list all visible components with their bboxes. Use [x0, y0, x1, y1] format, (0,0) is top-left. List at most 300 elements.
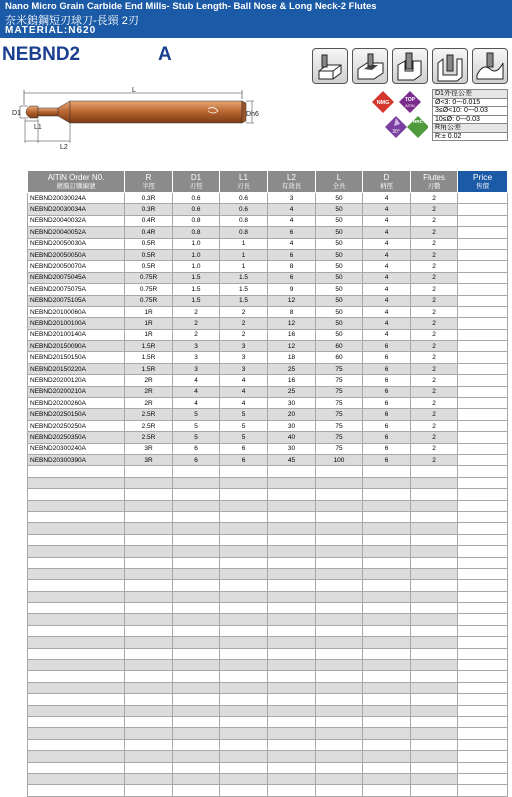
table-cell — [316, 637, 363, 648]
table-cell: 1.0 — [173, 238, 220, 249]
price-cell — [458, 739, 508, 750]
badge-top: TOP — [404, 97, 416, 103]
table-cell: 1.5 — [220, 295, 268, 306]
table-cell: 0.75R — [125, 295, 173, 306]
table-cell: 5 — [173, 420, 220, 431]
table-cell — [316, 557, 363, 568]
table-cell: 50 — [316, 329, 363, 340]
table-cell: 6 — [363, 352, 411, 363]
empty-table-row — [28, 762, 508, 773]
table-cell — [268, 671, 316, 682]
table-cell — [268, 489, 316, 500]
table-cell — [173, 694, 220, 705]
table-cell — [363, 648, 411, 659]
table-row — [28, 318, 508, 329]
table-cell — [268, 500, 316, 511]
table-cell — [268, 511, 316, 522]
table-row — [28, 284, 508, 295]
table-cell: 3 — [220, 363, 268, 374]
badge-angle: 30° — [392, 129, 400, 135]
empty-table-row — [28, 660, 508, 671]
tolerance-row: 3≤Ø<10: 0~-0.03 — [432, 107, 508, 116]
table-cell — [28, 728, 125, 739]
table-cell — [125, 625, 173, 636]
table-cell: 75 — [316, 420, 363, 431]
table-cell — [28, 705, 125, 716]
table-cell — [28, 637, 125, 648]
empty-table-row — [28, 546, 508, 557]
empty-table-row — [28, 591, 508, 602]
table-row — [28, 341, 508, 352]
table-cell — [411, 568, 458, 579]
table-cell — [316, 785, 363, 796]
empty-table-row — [28, 614, 508, 625]
tolerance-row: Ø<3: 0~-0.015 — [432, 99, 508, 108]
table-cell — [316, 614, 363, 625]
table-cell: 2 — [411, 318, 458, 329]
table-row — [28, 409, 508, 420]
table-cell — [268, 523, 316, 534]
table-cell: 30 — [268, 398, 316, 409]
table-cell — [173, 625, 220, 636]
table-row — [28, 227, 508, 238]
table-row — [28, 398, 508, 409]
table-cell: 2 — [411, 306, 458, 317]
table-cell — [125, 682, 173, 693]
price-cell — [458, 420, 508, 431]
table-cell — [28, 694, 125, 705]
price-cell — [458, 705, 508, 716]
table-cell — [173, 751, 220, 762]
table-cell — [411, 477, 458, 488]
price-cell — [458, 751, 508, 762]
table-cell — [28, 671, 125, 682]
table-cell — [363, 557, 411, 568]
table-cell: 1.0 — [173, 261, 220, 272]
label-l1: L1 — [34, 124, 42, 131]
table-cell — [173, 773, 220, 784]
table-cell: 6 — [268, 249, 316, 260]
table-cell: 1.5R — [125, 363, 173, 374]
table-cell — [220, 648, 268, 659]
table-cell: 1.0 — [173, 249, 220, 260]
price-cell — [458, 341, 508, 352]
table-cell — [268, 557, 316, 568]
table-cell: 2 — [411, 215, 458, 226]
price-cell — [458, 489, 508, 500]
table-cell — [363, 694, 411, 705]
empty-table-row — [28, 739, 508, 750]
empty-table-row — [28, 728, 508, 739]
feature-badges — [372, 90, 428, 142]
table-cell: 50 — [316, 284, 363, 295]
table-cell — [268, 705, 316, 716]
column-header-zh: 刃徑 — [189, 182, 203, 190]
table-cell — [268, 477, 316, 488]
table-cell — [220, 694, 268, 705]
price-cell — [458, 272, 508, 283]
price-cell — [458, 363, 508, 374]
table-cell: 2 — [411, 341, 458, 352]
table-cell: 2 — [411, 249, 458, 260]
table-cell: 1.5R — [125, 352, 173, 363]
table-cell: 1R — [125, 329, 173, 340]
table-cell — [173, 489, 220, 500]
table-cell: 6 — [363, 341, 411, 352]
table-cell — [268, 762, 316, 773]
table-cell — [268, 603, 316, 614]
price-cell — [458, 568, 508, 579]
table-cell — [268, 546, 316, 557]
table-cell: 2 — [220, 306, 268, 317]
table-cell: 6 — [173, 443, 220, 454]
table-cell: 0.5R — [125, 249, 173, 260]
table-cell — [316, 773, 363, 784]
column-header — [173, 171, 220, 193]
table-cell: 3 — [220, 352, 268, 363]
empty-table-row — [28, 694, 508, 705]
table-cell: 16 — [268, 329, 316, 340]
table-cell — [173, 477, 220, 488]
table-row — [28, 193, 508, 204]
table-cell: 2 — [411, 386, 458, 397]
table-cell — [363, 523, 411, 534]
tolerance-row: 10≤Ø: 0~-0.03 — [432, 116, 508, 125]
column-header — [220, 171, 268, 193]
table-cell — [173, 568, 220, 579]
table-cell: 2 — [411, 420, 458, 431]
empty-table-row — [28, 534, 508, 545]
table-cell: 4 — [363, 204, 411, 215]
table-cell: 50 — [316, 215, 363, 226]
table-cell — [220, 500, 268, 511]
table-cell — [220, 557, 268, 568]
table-cell: 0.8 — [220, 215, 268, 226]
table-cell — [125, 500, 173, 511]
table-row — [28, 386, 508, 397]
table-cell — [316, 694, 363, 705]
table-cell: 25 — [268, 363, 316, 374]
table-cell: 2 — [220, 318, 268, 329]
table-cell — [173, 523, 220, 534]
table-row — [28, 272, 508, 283]
column-header-zh: 刃數 — [427, 182, 441, 190]
table-cell — [173, 466, 220, 477]
column-header-zh: 有效長 — [281, 182, 302, 190]
table-row — [28, 204, 508, 215]
table-cell — [173, 511, 220, 522]
table-cell — [363, 762, 411, 773]
table-cell — [173, 637, 220, 648]
table-cell — [268, 568, 316, 579]
empty-table-row — [28, 568, 508, 579]
long-neck — [38, 108, 58, 116]
table-cell — [220, 773, 268, 784]
table-cell: 100 — [316, 454, 363, 465]
model-code: NEBND2 — [2, 44, 81, 65]
table-cell — [316, 625, 363, 636]
table-cell: NEBND20075045A — [28, 272, 125, 283]
table-cell: 75 — [316, 432, 363, 443]
table-cell — [363, 568, 411, 579]
table-cell — [28, 614, 125, 625]
price-cell — [458, 500, 508, 511]
table-cell — [28, 648, 125, 659]
table-cell: 2 — [411, 204, 458, 215]
table-cell: 2R — [125, 386, 173, 397]
empty-table-row — [28, 785, 508, 796]
table-cell: NEBND20075075A — [28, 284, 125, 295]
table-cell — [316, 489, 363, 500]
table-cell: 60 — [316, 341, 363, 352]
price-cell — [458, 716, 508, 727]
table-cell — [363, 614, 411, 625]
table-cell — [268, 739, 316, 750]
table-cell — [220, 739, 268, 750]
table-cell — [316, 705, 363, 716]
table-cell: 20 — [268, 409, 316, 420]
table-cell — [28, 534, 125, 545]
price-cell — [458, 603, 508, 614]
table-cell — [363, 773, 411, 784]
price-cell — [458, 375, 508, 386]
table-cell: 8 — [268, 261, 316, 272]
table-cell: 2 — [173, 318, 220, 329]
column-header-zh: 全長 — [332, 182, 346, 190]
price-cell — [458, 215, 508, 226]
table-cell: 12 — [268, 341, 316, 352]
table-cell — [316, 739, 363, 750]
table-cell — [363, 580, 411, 591]
table-cell — [173, 534, 220, 545]
table-cell: 4 — [220, 398, 268, 409]
table-cell: 6 — [220, 443, 268, 454]
table-cell — [173, 716, 220, 727]
table-cell — [28, 762, 125, 773]
table-cell: 6 — [268, 272, 316, 283]
table-cell — [411, 546, 458, 557]
column-header-zh: 鍍膜訂購編號 — [56, 182, 96, 190]
table-cell: 0.75R — [125, 284, 173, 295]
table-cell: 4 — [363, 284, 411, 295]
table-cell: 50 — [316, 238, 363, 249]
price-cell — [458, 398, 508, 409]
column-header-en: L1 — [239, 172, 248, 182]
table-cell — [28, 751, 125, 762]
table-cell: NEBND20040032A — [28, 215, 125, 226]
label-l: L — [132, 87, 136, 94]
table-cell: NEBND20050070A — [28, 261, 125, 272]
column-header-en: AlTiN Order N0. — [47, 172, 105, 182]
table-cell: 2 — [411, 193, 458, 204]
price-cell — [458, 694, 508, 705]
table-cell: 6 — [363, 375, 411, 386]
price-cell — [458, 625, 508, 636]
table-cell: NEBND20150090A — [28, 341, 125, 352]
table-cell: 6 — [363, 432, 411, 443]
table-cell — [220, 751, 268, 762]
table-cell: 2 — [173, 329, 220, 340]
price-cell — [458, 329, 508, 340]
table-cell: 3 — [173, 352, 220, 363]
column-header — [268, 171, 316, 193]
table-cell: 4 — [173, 375, 220, 386]
table-cell — [28, 477, 125, 488]
empty-table-row — [28, 466, 508, 477]
table-cell: 1.5 — [173, 295, 220, 306]
table-cell — [411, 671, 458, 682]
material-label: MATERIAL:N620 — [5, 25, 97, 36]
table-cell: 3 — [268, 193, 316, 204]
table-cell: 2 — [411, 352, 458, 363]
table-cell — [220, 762, 268, 773]
empty-table-row — [28, 557, 508, 568]
table-cell: NEBND20030024A — [28, 193, 125, 204]
header-banner — [0, 0, 512, 38]
column-header — [125, 171, 173, 193]
table-cell: 0.75R — [125, 272, 173, 283]
table-cell — [220, 637, 268, 648]
table-cell — [411, 739, 458, 750]
empty-table-row — [28, 511, 508, 522]
table-cell — [125, 637, 173, 648]
column-header-zh: 刃長 — [237, 182, 250, 190]
column-header-en: D1 — [190, 172, 202, 182]
table-cell — [28, 466, 125, 477]
table-cell: 2 — [411, 272, 458, 283]
table-row — [28, 295, 508, 306]
table-cell: NEBND20300240A — [28, 443, 125, 454]
table-cell: 4 — [268, 204, 316, 215]
table-cell — [173, 705, 220, 716]
empty-table-row — [28, 580, 508, 591]
table-cell: 0.6 — [220, 204, 268, 215]
price-cell — [458, 534, 508, 545]
table-cell: 6 — [363, 454, 411, 465]
table-cell — [220, 568, 268, 579]
empty-table-row — [28, 603, 508, 614]
table-cell — [125, 773, 173, 784]
table-cell: 6 — [363, 386, 411, 397]
table-cell — [125, 705, 173, 716]
ball-nose-tip — [26, 106, 38, 118]
column-header-en: Price — [472, 171, 493, 182]
table-cell: 1 — [220, 249, 268, 260]
table-cell — [268, 716, 316, 727]
table-cell — [125, 591, 173, 602]
table-cell — [268, 660, 316, 671]
table-cell — [173, 546, 220, 557]
table-cell — [316, 546, 363, 557]
table-cell — [28, 511, 125, 522]
r-tolerance-value: R:± 0.02 — [432, 133, 508, 142]
table-cell: 2 — [411, 454, 458, 465]
table-cell — [411, 603, 458, 614]
table-cell — [173, 671, 220, 682]
table-cell: 1.5 — [220, 284, 268, 295]
table-cell — [411, 466, 458, 477]
price-cell — [458, 443, 508, 454]
empty-table-row — [28, 751, 508, 762]
table-cell: 1R — [125, 318, 173, 329]
table-cell: 2 — [411, 398, 458, 409]
table-cell — [411, 705, 458, 716]
table-cell: 2 — [411, 329, 458, 340]
table-cell — [125, 728, 173, 739]
price-cell — [458, 773, 508, 784]
table-cell — [411, 648, 458, 659]
table-cell — [268, 534, 316, 545]
table-cell — [125, 716, 173, 727]
table-cell — [411, 660, 458, 671]
table-cell: 0.4R — [125, 227, 173, 238]
table-cell: 3 — [173, 341, 220, 352]
column-header — [411, 171, 458, 193]
table-cell — [268, 625, 316, 636]
price-cell — [458, 682, 508, 693]
table-cell: 75 — [316, 386, 363, 397]
price-cell — [458, 249, 508, 260]
table-cell: 4 — [363, 249, 411, 260]
table-cell: 4 — [173, 398, 220, 409]
empty-table-row — [28, 625, 508, 636]
table-cell: 0.6 — [220, 193, 268, 204]
title-chinese: 奈米鎢鋼短刃球刀-長頸 2刃 — [5, 15, 139, 27]
column-header — [363, 171, 411, 193]
table-cell — [411, 614, 458, 625]
table-cell: 4 — [363, 329, 411, 340]
price-cell — [458, 409, 508, 420]
table-cell — [363, 637, 411, 648]
table-cell: 4 — [363, 306, 411, 317]
table-cell: 18 — [268, 352, 316, 363]
table-cell — [173, 682, 220, 693]
table-cell: 4 — [268, 215, 316, 226]
table-cell — [28, 568, 125, 579]
table-cell: 12 — [268, 318, 316, 329]
table-cell: 60 — [316, 352, 363, 363]
table-cell — [268, 785, 316, 796]
table-cell: 6 — [363, 420, 411, 431]
table-cell — [316, 762, 363, 773]
table-cell — [173, 785, 220, 796]
table-cell: 4 — [220, 375, 268, 386]
table-cell — [316, 534, 363, 545]
empty-table-row — [28, 773, 508, 784]
table-cell: 2 — [411, 284, 458, 295]
price-cell — [458, 762, 508, 773]
table-cell — [363, 671, 411, 682]
table-cell — [125, 568, 173, 579]
table-cell — [363, 489, 411, 500]
table-cell — [220, 603, 268, 614]
table-cell — [316, 523, 363, 534]
table-cell — [316, 671, 363, 682]
column-header-en: D — [383, 172, 390, 182]
table-cell: NEBND20050030A — [28, 238, 125, 249]
table-cell — [125, 477, 173, 488]
table-cell — [316, 466, 363, 477]
column-header-zh: 半徑 — [142, 182, 155, 190]
price-cell — [458, 591, 508, 602]
price-cell — [458, 477, 508, 488]
table-cell — [220, 671, 268, 682]
table-cell: 4 — [173, 386, 220, 397]
table-cell — [363, 591, 411, 602]
table-cell: 0.8 — [173, 227, 220, 238]
table-cell: 75 — [316, 398, 363, 409]
table-cell: 0.4R — [125, 215, 173, 226]
